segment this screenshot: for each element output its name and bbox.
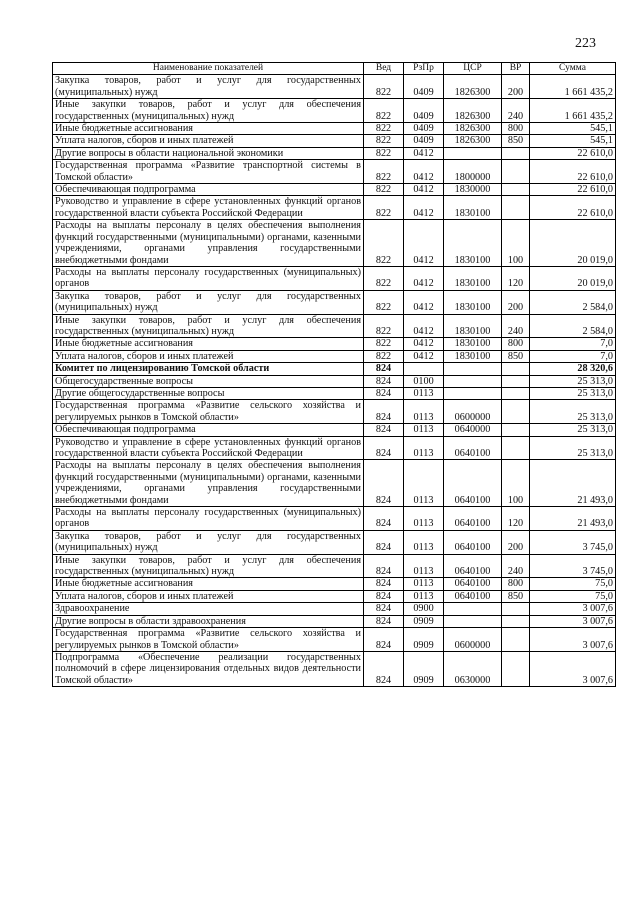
row-name: Другие вопросы в области здравоохранения <box>53 615 364 627</box>
row-sum: 545,1 <box>530 123 616 135</box>
row-rzpr: 0412 <box>404 184 444 196</box>
table-row <box>53 314 616 338</box>
row-sum: 22 610,0 <box>530 147 616 159</box>
table-row <box>53 266 616 290</box>
row-rzpr: 0113 <box>404 436 444 460</box>
row-csr: 0640100 <box>444 530 502 554</box>
row-ved: 824 <box>364 363 404 375</box>
row-csr: 1830100 <box>444 290 502 314</box>
row-vr: 240 <box>502 554 530 578</box>
row-csr: 1830100 <box>444 350 502 362</box>
row-csr: 0640100 <box>444 590 502 602</box>
row-ved: 822 <box>364 75 404 99</box>
row-csr: 0640100 <box>444 554 502 578</box>
row-rzpr: 0412 <box>404 160 444 184</box>
row-csr: 0640100 <box>444 578 502 590</box>
row-sum: 25 313,0 <box>530 424 616 436</box>
row-vr: 850 <box>502 590 530 602</box>
row-sum: 22 610,0 <box>530 160 616 184</box>
row-rzpr: 0409 <box>404 123 444 135</box>
table-row <box>53 578 616 590</box>
row-vr: 240 <box>502 99 530 123</box>
row-sum: 1 661 435,2 <box>530 99 616 123</box>
row-name: Другие общегосударственные вопросы <box>53 387 364 399</box>
row-name: Государственная программа «Развитие транспортной системы в Томской области» <box>53 160 364 184</box>
row-sum: 1 661 435,2 <box>530 75 616 99</box>
row-ved: 824 <box>364 530 404 554</box>
row-sum: 3 007,6 <box>530 615 616 627</box>
row-csr <box>444 603 502 615</box>
row-csr: 1830000 <box>444 184 502 196</box>
row-name: Уплата налогов, сборов и иных платежей <box>53 590 364 602</box>
row-rzpr: 0409 <box>404 99 444 123</box>
row-name: Общегосударственные вопросы <box>53 375 364 387</box>
row-ved: 824 <box>364 603 404 615</box>
row-vr: 240 <box>502 314 530 338</box>
table-row <box>53 160 616 184</box>
row-csr: 1830100 <box>444 220 502 267</box>
row-rzpr: 0412 <box>404 314 444 338</box>
row-rzpr: 0113 <box>404 507 444 531</box>
row-sum: 25 313,0 <box>530 375 616 387</box>
table-row <box>53 507 616 531</box>
row-rzpr: 0100 <box>404 375 444 387</box>
row-sum: 22 610,0 <box>530 184 616 196</box>
row-rzpr: 0113 <box>404 400 444 424</box>
row-ved: 822 <box>364 196 404 220</box>
row-csr <box>444 147 502 159</box>
row-name: Другие вопросы в области национальной экономики <box>53 147 364 159</box>
row-ved: 822 <box>364 135 404 147</box>
row-ved: 822 <box>364 350 404 362</box>
row-rzpr: 0412 <box>404 290 444 314</box>
row-vr: 850 <box>502 350 530 362</box>
row-vr: 800 <box>502 338 530 350</box>
row-name: Обеспечивающая подпрограмма <box>53 424 364 436</box>
table-row <box>53 400 616 424</box>
row-csr: 0600000 <box>444 628 502 652</box>
row-rzpr: 0412 <box>404 196 444 220</box>
row-name: Расходы на выплаты персоналу в целях обеспечения выполнения функций государственными (муниципальными) органами, казенными учреждениями, органами управления государственными внебюджетными фондами <box>53 220 364 267</box>
table-row <box>53 350 616 362</box>
row-vr: 800 <box>502 578 530 590</box>
row-vr: 100 <box>502 220 530 267</box>
row-ved: 824 <box>364 590 404 602</box>
row-vr <box>502 184 530 196</box>
row-rzpr <box>404 363 444 375</box>
row-rzpr: 0113 <box>404 424 444 436</box>
row-name: Здравоохранение <box>53 603 364 615</box>
row-csr: 1830100 <box>444 266 502 290</box>
row-sum: 545,1 <box>530 135 616 147</box>
row-name: Расходы на выплаты персоналу в целях обеспечения выполнения функций государственными (муниципальными) органами, казенными учреждениями, органами управления государственными внебюджетными фондами <box>53 460 364 507</box>
row-csr: 0640100 <box>444 460 502 507</box>
row-sum: 3 007,6 <box>530 628 616 652</box>
row-rzpr: 0113 <box>404 554 444 578</box>
row-rzpr: 0412 <box>404 147 444 159</box>
row-sum: 2 584,0 <box>530 290 616 314</box>
row-vr <box>502 436 530 460</box>
row-ved: 822 <box>364 338 404 350</box>
row-sum: 28 320,6 <box>530 363 616 375</box>
row-ved: 824 <box>364 554 404 578</box>
table-row <box>53 424 616 436</box>
row-csr: 1830100 <box>444 338 502 350</box>
row-rzpr: 0412 <box>404 350 444 362</box>
table-row <box>53 651 616 686</box>
row-rzpr: 0900 <box>404 603 444 615</box>
row-csr <box>444 375 502 387</box>
row-rzpr: 0113 <box>404 590 444 602</box>
row-ved: 822 <box>364 290 404 314</box>
row-sum: 20 019,0 <box>530 220 616 267</box>
row-ved: 824 <box>364 628 404 652</box>
row-rzpr: 0909 <box>404 651 444 686</box>
row-rzpr: 0409 <box>404 135 444 147</box>
row-name: Уплата налогов, сборов и иных платежей <box>53 135 364 147</box>
row-name: Иные бюджетные ассигнования <box>53 578 364 590</box>
row-name: Иные бюджетные ассигнования <box>53 123 364 135</box>
row-csr: 0600000 <box>444 400 502 424</box>
table-row <box>53 603 616 615</box>
row-sum: 75,0 <box>530 578 616 590</box>
row-csr <box>444 615 502 627</box>
row-ved: 824 <box>364 375 404 387</box>
table-body <box>53 75 616 687</box>
table-row <box>53 590 616 602</box>
row-vr: 200 <box>502 290 530 314</box>
row-csr: 0640100 <box>444 436 502 460</box>
row-sum: 7,0 <box>530 338 616 350</box>
page-number: 223 <box>575 36 596 51</box>
row-ved: 824 <box>364 400 404 424</box>
row-rzpr: 0409 <box>404 75 444 99</box>
row-rzpr: 0113 <box>404 578 444 590</box>
table-row <box>53 135 616 147</box>
row-name: Руководство и управление в сфере установленных функций органов государственной власти субъекта Российской Федерации <box>53 436 364 460</box>
row-vr <box>502 363 530 375</box>
row-vr: 100 <box>502 460 530 507</box>
row-sum: 75,0 <box>530 590 616 602</box>
table-row <box>53 196 616 220</box>
row-name: Подпрограмма «Обеспечение реализации государственных полномочий в сфере лицензирования отдельных видов деятельности Томской области» <box>53 651 364 686</box>
row-sum: 3 007,6 <box>530 651 616 686</box>
row-sum: 2 584,0 <box>530 314 616 338</box>
row-sum: 25 313,0 <box>530 400 616 424</box>
row-ved: 822 <box>364 99 404 123</box>
row-ved: 822 <box>364 123 404 135</box>
row-csr <box>444 387 502 399</box>
table-row <box>53 530 616 554</box>
row-rzpr: 0113 <box>404 530 444 554</box>
header-sum: Сумма <box>530 63 616 75</box>
row-rzpr: 0412 <box>404 338 444 350</box>
row-sum: 3 007,6 <box>530 603 616 615</box>
row-ved: 822 <box>364 314 404 338</box>
row-vr <box>502 387 530 399</box>
row-name: Уплата налогов, сборов и иных платежей <box>53 350 364 362</box>
row-rzpr: 0909 <box>404 615 444 627</box>
row-csr: 1830100 <box>444 314 502 338</box>
row-name: Комитет по лицензированию Томской области <box>53 363 364 375</box>
row-vr <box>502 628 530 652</box>
table-row <box>53 123 616 135</box>
table-row <box>53 628 616 652</box>
row-csr: 1826300 <box>444 99 502 123</box>
row-ved: 822 <box>364 160 404 184</box>
header-csr: ЦСР <box>444 63 502 75</box>
table-row <box>53 290 616 314</box>
row-rzpr: 0113 <box>404 387 444 399</box>
row-ved: 824 <box>364 651 404 686</box>
row-vr: 200 <box>502 530 530 554</box>
table-row <box>53 220 616 267</box>
row-vr <box>502 375 530 387</box>
row-name: Расходы на выплаты персоналу государственных (муниципальных) органов <box>53 507 364 531</box>
table-row <box>53 147 616 159</box>
row-vr: 850 <box>502 135 530 147</box>
row-sum: 21 493,0 <box>530 507 616 531</box>
row-name: Иные закупки товаров, работ и услуг для обеспечения государственных (муниципальных) нужд <box>53 99 364 123</box>
table-header-row <box>53 63 616 75</box>
row-sum: 3 745,0 <box>530 530 616 554</box>
row-csr <box>444 363 502 375</box>
table-row <box>53 338 616 350</box>
row-csr: 1830100 <box>444 196 502 220</box>
row-name: Иные закупки товаров, работ и услуг для обеспечения государственных (муниципальных) нужд <box>53 314 364 338</box>
row-name: Руководство и управление в сфере установленных функций органов государственной власти субъекта Российской Федерации <box>53 196 364 220</box>
row-vr: 120 <box>502 507 530 531</box>
header-vr: ВР <box>502 63 530 75</box>
row-csr: 1826300 <box>444 135 502 147</box>
row-vr <box>502 160 530 184</box>
row-name: Обеспечивающая подпрограмма <box>53 184 364 196</box>
row-name: Государственная программа «Развитие сельского хозяйства и регулируемых рынков в Томской области» <box>53 400 364 424</box>
table-row <box>53 615 616 627</box>
row-csr: 0640000 <box>444 424 502 436</box>
row-vr <box>502 651 530 686</box>
row-sum: 22 610,0 <box>530 196 616 220</box>
row-ved: 822 <box>364 266 404 290</box>
row-ved: 824 <box>364 424 404 436</box>
row-rzpr: 0909 <box>404 628 444 652</box>
table-row <box>53 460 616 507</box>
row-vr <box>502 603 530 615</box>
row-ved: 824 <box>364 578 404 590</box>
row-vr: 200 <box>502 75 530 99</box>
row-name: Расходы на выплаты персоналу государственных (муниципальных) органов <box>53 266 364 290</box>
row-ved: 822 <box>364 184 404 196</box>
row-name: Иные бюджетные ассигнования <box>53 338 364 350</box>
row-vr <box>502 424 530 436</box>
row-vr: 120 <box>502 266 530 290</box>
row-vr <box>502 615 530 627</box>
row-rzpr: 0412 <box>404 220 444 267</box>
row-vr <box>502 400 530 424</box>
row-sum: 21 493,0 <box>530 460 616 507</box>
table-row <box>53 436 616 460</box>
row-name: Закупка товаров, работ и услуг для государственных (муниципальных) нужд <box>53 75 364 99</box>
row-sum: 25 313,0 <box>530 387 616 399</box>
row-name: Государственная программа «Развитие сельского хозяйства и регулируемых рынков в Томской области» <box>53 628 364 652</box>
row-csr: 1826300 <box>444 123 502 135</box>
row-rzpr: 0113 <box>404 460 444 507</box>
row-csr: 1800000 <box>444 160 502 184</box>
header-rzpr: РзПр <box>404 63 444 75</box>
row-ved: 824 <box>364 436 404 460</box>
row-ved: 824 <box>364 460 404 507</box>
table-row <box>53 375 616 387</box>
row-ved: 824 <box>364 387 404 399</box>
budget-table <box>52 62 616 687</box>
row-vr <box>502 147 530 159</box>
table-row <box>53 387 616 399</box>
table-row <box>53 554 616 578</box>
row-ved: 824 <box>364 615 404 627</box>
row-sum: 7,0 <box>530 350 616 362</box>
row-csr: 1826300 <box>444 75 502 99</box>
row-csr: 0630000 <box>444 651 502 686</box>
row-csr: 0640100 <box>444 507 502 531</box>
header-ved: Вед <box>364 63 404 75</box>
row-sum: 3 745,0 <box>530 554 616 578</box>
table-row <box>53 363 616 375</box>
row-vr: 800 <box>502 123 530 135</box>
row-sum: 25 313,0 <box>530 436 616 460</box>
table-row <box>53 75 616 99</box>
row-rzpr: 0412 <box>404 266 444 290</box>
header-name: Наименование показателей <box>53 63 364 75</box>
row-name: Закупка товаров, работ и услуг для государственных (муниципальных) нужд <box>53 530 364 554</box>
row-sum: 20 019,0 <box>530 266 616 290</box>
table-row <box>53 99 616 123</box>
row-ved: 824 <box>364 507 404 531</box>
row-name: Закупка товаров, работ и услуг для государственных (муниципальных) нужд <box>53 290 364 314</box>
row-vr <box>502 196 530 220</box>
table-row <box>53 184 616 196</box>
row-ved: 822 <box>364 220 404 267</box>
row-ved: 822 <box>364 147 404 159</box>
row-name: Иные закупки товаров, работ и услуг для обеспечения государственных (муниципальных) нужд <box>53 554 364 578</box>
